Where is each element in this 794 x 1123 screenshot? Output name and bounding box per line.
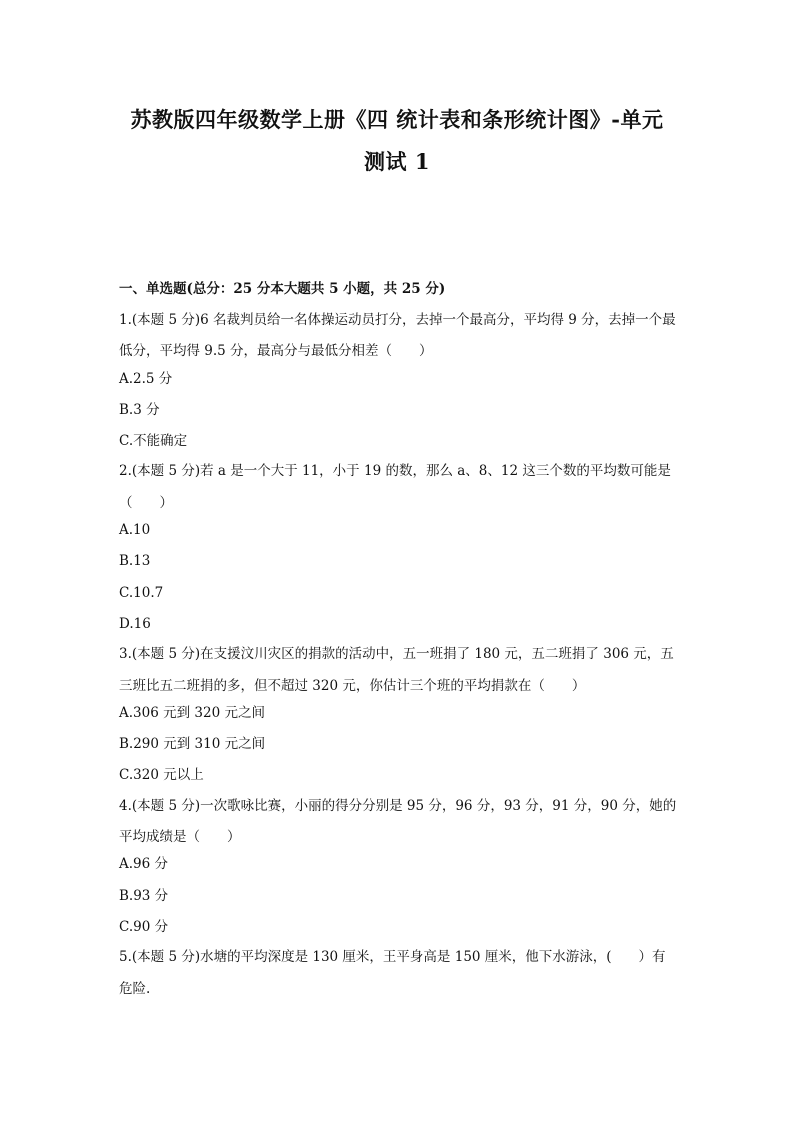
- section-heading: 一、单选题(总分：25 分本大题共 5 小题，共 25 分): [119, 281, 446, 297]
- question-2-option-d[interactable]: D.16: [119, 615, 151, 632]
- document-content: [119, 278, 679, 1005]
- question-1-option-c[interactable]: C.不能确定: [119, 433, 188, 450]
- question-1-text: 1.(本题 5 分)6 名裁判员给一名体操运动员打分，去掉一个最高分，平均得 9 分，去掉一个最低分，平均得 9.5 分，最高分与最低分相差（ ）: [119, 312, 676, 360]
- question-1-option-a[interactable]: A.2.5 分: [119, 370, 173, 387]
- question-4-text: 4.(本题 5 分)一次歌咏比赛，小丽的得分分别是 95 分，96 分，93 分，91 分，90 分，她的平均成绩是（ ）: [119, 797, 677, 846]
- question-2-option-c[interactable]: C.10.7: [119, 584, 164, 601]
- question-4-option-c[interactable]: C.90 分: [119, 918, 169, 935]
- question-1-option-b[interactable]: B.3 分: [119, 401, 160, 418]
- question-2-text: 2.(本题 5 分)若 a 是一个大于 11，小于 19 的数，那么 a、8、12 这三个数的平均数可能是（ ）: [119, 463, 671, 511]
- document-title-line2: 测试 1: [364, 149, 430, 174]
- question-2-option-b[interactable]: B.13: [119, 553, 151, 570]
- question-4-option-b[interactable]: B.93 分: [119, 887, 169, 904]
- question-4-option-a[interactable]: A.96 分: [119, 856, 169, 873]
- question-2-option-a[interactable]: A.10: [119, 522, 151, 539]
- question-5-text: 5.(本题 5 分)水塘的平均深度是 130 厘米，王平身高是 150 厘米，他下水游泳，( ）有危险.: [119, 949, 666, 997]
- question-3-text: 3.(本题 5 分)在支援汶川灾区的捐款的活动中，五一班捐了 180 元，五二班捐了 306 元，五三班比五二班捐的多，但不超过 320 元，你估计三个班的平均捐款在（ ）: [119, 646, 674, 694]
- question-3-option-c[interactable]: C.320 元以上: [119, 767, 204, 784]
- question-3-option-b[interactable]: B.290 元到 310 元之间: [119, 736, 266, 753]
- question-3-option-a[interactable]: A.306 元到 320 元之间: [119, 704, 265, 721]
- document-title-line1: 苏教版四年级数学上册《四 统计表和条形统计图》-单元: [130, 107, 664, 132]
